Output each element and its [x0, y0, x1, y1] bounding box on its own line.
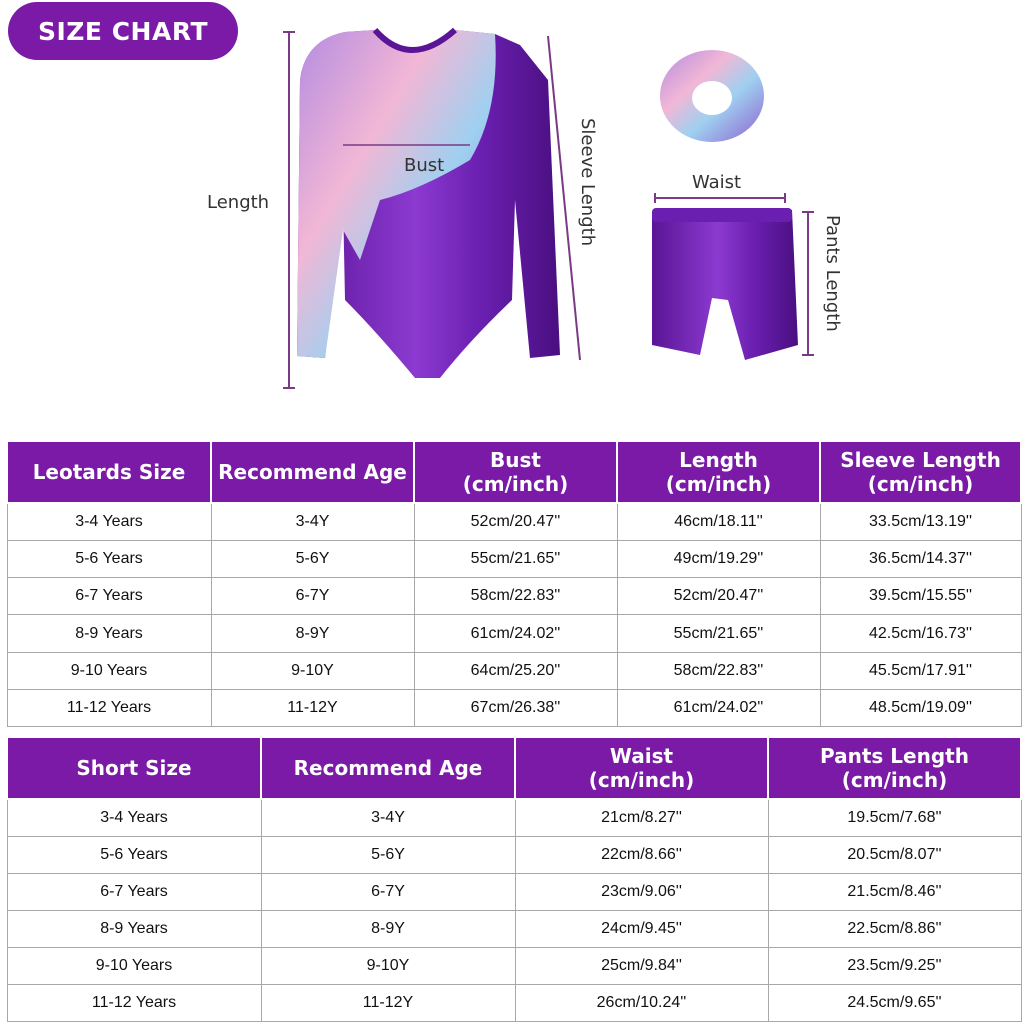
table-cell: 42.5cm/16.73'': [820, 615, 1021, 652]
table-cell: 5-6 Years: [7, 836, 261, 873]
table-cell: 20.5cm/8.07'': [768, 836, 1021, 873]
table-row: [7, 615, 1021, 652]
table-row: [7, 503, 1021, 540]
table-cell: 6-7Y: [211, 578, 414, 615]
table-cell: 11-12Y: [211, 689, 414, 726]
pants-length-label: Pants Length: [822, 215, 843, 332]
table-cell: 45.5cm/17.91'': [820, 652, 1021, 689]
table-row: [7, 689, 1021, 726]
table-header-row: [7, 737, 1021, 799]
column-header: Length (cm/inch): [617, 441, 820, 503]
column-header: Pants Length (cm/inch): [768, 737, 1021, 799]
table-cell: 26cm/10.24'': [515, 984, 768, 1021]
table-cell: 25cm/9.84'': [515, 947, 768, 984]
table-cell: 64cm/25.20'': [414, 652, 617, 689]
waist-measure-line: [655, 193, 785, 203]
table-cell: 61cm/24.02'': [617, 689, 820, 726]
table-cell: 8-9 Years: [7, 910, 261, 947]
table-cell: 3-4 Years: [7, 503, 211, 540]
table-cell: 52cm/20.47'': [617, 578, 820, 615]
table-cell: 48.5cm/19.09'': [820, 689, 1021, 726]
column-header: Bust (cm/inch): [414, 441, 617, 503]
table-cell: 3-4Y: [211, 503, 414, 540]
table-cell: 6-7 Years: [7, 873, 261, 910]
table-cell: 6-7Y: [261, 873, 515, 910]
table-cell: 61cm/24.02'': [414, 615, 617, 652]
table-cell: 22.5cm/8.86'': [768, 910, 1021, 947]
table-cell: 36.5cm/14.37'': [820, 540, 1021, 577]
table-cell: 3-4 Years: [7, 799, 261, 836]
column-header: Sleeve Length (cm/inch): [820, 441, 1021, 503]
shorts-image: [652, 208, 798, 360]
table-cell: 9-10 Years: [7, 652, 211, 689]
table-cell: 67cm/26.38'': [414, 689, 617, 726]
bust-label: Bust: [404, 155, 445, 176]
table-row: [7, 947, 1021, 984]
table-cell: 39.5cm/15.55'': [820, 578, 1021, 615]
leotards-size-table: [6, 440, 1022, 727]
table-cell: 24.5cm/9.65'': [768, 984, 1021, 1021]
column-header: Waist (cm/inch): [515, 737, 768, 799]
table-header-row: [7, 441, 1021, 503]
table-cell: 52cm/20.47'': [414, 503, 617, 540]
length-label: Length: [207, 192, 270, 213]
column-header: Recommend Age: [261, 737, 515, 799]
table-cell: 3-4Y: [261, 799, 515, 836]
table-cell: 8-9 Years: [7, 615, 211, 652]
table-cell: 55cm/21.65'': [617, 615, 820, 652]
leotard-image: [297, 30, 560, 378]
column-header: Leotards Size: [7, 441, 211, 503]
column-header: Short Size: [7, 737, 261, 799]
table-cell: 5-6Y: [261, 836, 515, 873]
table-cell: 21cm/8.27'': [515, 799, 768, 836]
table-cell: 21.5cm/8.46'': [768, 873, 1021, 910]
table-cell: 33.5cm/13.19'': [820, 503, 1021, 540]
table-cell: 49cm/19.29'': [617, 540, 820, 577]
garment-illustration: [0, 0, 1024, 420]
table-row: [7, 910, 1021, 947]
table-row: [7, 652, 1021, 689]
column-header: Recommend Age: [211, 441, 414, 503]
table-row: [7, 540, 1021, 577]
table-cell: 5-6Y: [211, 540, 414, 577]
scrunchie-image: [660, 50, 764, 142]
table-cell: 9-10Y: [261, 947, 515, 984]
table-cell: 55cm/21.65'': [414, 540, 617, 577]
table-cell: 11-12 Years: [7, 984, 261, 1021]
table-cell: 23.5cm/9.25'': [768, 947, 1021, 984]
shorts-size-table: [6, 736, 1022, 1022]
table-cell: 46cm/18.11'': [617, 503, 820, 540]
table-cell: 6-7 Years: [7, 578, 211, 615]
table-cell: 58cm/22.83'': [414, 578, 617, 615]
table-row: [7, 578, 1021, 615]
table-cell: 9-10 Years: [7, 947, 261, 984]
pants-length-measure-line: [802, 212, 814, 355]
table-row: [7, 873, 1021, 910]
table-cell: 22cm/8.66'': [515, 836, 768, 873]
table-cell: 19.5cm/7.68'': [768, 799, 1021, 836]
table-cell: 23cm/9.06'': [515, 873, 768, 910]
table-row: [7, 984, 1021, 1021]
table-cell: 24cm/9.45'': [515, 910, 768, 947]
table-cell: 58cm/22.83'': [617, 652, 820, 689]
size-chart-badge: SIZE CHART: [8, 2, 238, 60]
table-cell: 11-12 Years: [7, 689, 211, 726]
length-measure-line: [283, 32, 295, 388]
waist-label: Waist: [692, 172, 742, 193]
table-cell: 8-9Y: [261, 910, 515, 947]
table-row: [7, 799, 1021, 836]
table-cell: 5-6 Years: [7, 540, 211, 577]
table-cell: 11-12Y: [261, 984, 515, 1021]
sleeve-length-label: Sleeve Length: [577, 118, 598, 247]
table-cell: 8-9Y: [211, 615, 414, 652]
table-cell: 9-10Y: [211, 652, 414, 689]
table-row: [7, 836, 1021, 873]
